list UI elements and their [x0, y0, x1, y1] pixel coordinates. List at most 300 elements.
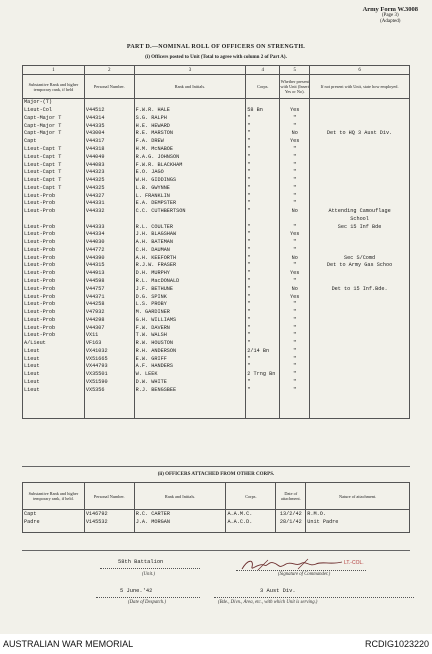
signature-line — [236, 570, 366, 571]
cell-date: 13/2/42 — [276, 510, 306, 519]
cell-rank: Lieut-Prob — [23, 332, 85, 340]
cell-employed: Det to 15 Inf.Bde. — [310, 285, 410, 293]
cell-present: " — [280, 340, 310, 348]
column-header-nature: Nature of attachment. — [306, 483, 410, 510]
cell-number: VX5356 — [84, 386, 134, 394]
cell-employed — [310, 301, 410, 309]
cell-corps: " — [246, 239, 280, 247]
cell-corps: " — [246, 301, 280, 309]
cell-rank: Lieut-Prob — [23, 309, 85, 317]
cell-rank: Lieut-Prob — [23, 192, 85, 200]
empty-cell — [134, 526, 226, 533]
cell-present: " — [280, 169, 310, 177]
cell-number: V44325 — [84, 177, 134, 185]
cell-name: C.H. DAUMAN — [134, 247, 246, 255]
section1-title: (i) Officers posted to Unit (Total to agree with column 2 of Part A). — [145, 55, 287, 60]
cell-employed — [310, 355, 410, 363]
cell-rank: Major-(T) — [23, 99, 85, 107]
cell-employed — [310, 309, 410, 317]
attached-row — [23, 518, 410, 526]
cell-rank: Lieut-Prob — [23, 293, 85, 301]
cell-name: L.S. PROBY — [134, 301, 246, 309]
officer-row — [23, 247, 410, 255]
cell-present: No — [280, 285, 310, 293]
cell-number: V44512 — [84, 107, 134, 115]
cell-rank: Lieut-Prob — [23, 223, 85, 231]
cell-corps: " — [246, 184, 280, 192]
form-number: Army Form W.3008 — [362, 6, 418, 13]
cell-employed — [310, 184, 410, 192]
cell-employed — [310, 192, 410, 200]
cell-rank: Lieut — [23, 386, 85, 394]
cell-corps: " — [246, 208, 280, 216]
cell-corps: " — [246, 254, 280, 262]
officer-row — [23, 169, 410, 177]
despatch-date: 5 June.'42 — [120, 588, 153, 594]
cell-rank: Lieut — [23, 363, 85, 371]
cell-employed — [310, 278, 410, 286]
cell-name: W. LEEK — [134, 371, 246, 379]
cell-rank: Lieut — [23, 348, 85, 356]
cell-rank: Lieut-Capt T — [23, 146, 85, 154]
cell-rank: Lieut-Prob — [23, 231, 85, 239]
cell-employed: Sec S/Comd — [310, 254, 410, 262]
cell-rank: Lieut-Prob — [23, 239, 85, 247]
cell-present: " — [280, 146, 310, 154]
officer-row — [23, 177, 410, 185]
cell-employed: Det to Army Gas Schoo — [310, 262, 410, 270]
table-bottom — [23, 526, 410, 533]
cell-rank: Lieut — [23, 379, 85, 387]
cell-corps: " — [246, 192, 280, 200]
cell-name: G.H. WILLIAMS — [134, 316, 246, 324]
officer-row — [23, 309, 410, 317]
column-header-corps: Corps. — [226, 483, 276, 510]
unit-line — [100, 568, 200, 569]
cell-present: " — [280, 177, 310, 185]
cell-name: D.W. WHITE — [134, 379, 246, 387]
cell-name: R.L. COULTER — [134, 223, 246, 231]
cell-number: V44307 — [84, 324, 134, 332]
cell-name: H.E. HEWARD — [134, 122, 246, 130]
cell-number: V44390 — [84, 254, 134, 262]
cell-present: " — [280, 200, 310, 208]
cell-name: R.L. MacDONALD — [134, 278, 246, 286]
form-reference — [363, 6, 418, 25]
cell-present: " — [280, 386, 310, 394]
column-number: 6 — [310, 66, 410, 75]
cell-corps: " — [246, 153, 280, 161]
officer-row — [23, 363, 410, 371]
despatch-caption: (Date of Despatch.) — [128, 600, 166, 605]
cell-name: H.M. McNABOE — [134, 146, 246, 154]
cell-present: Yes — [280, 231, 310, 239]
cell-number: V44030 — [84, 239, 134, 247]
unit-caption: (Unit.) — [142, 572, 155, 577]
archive-name: AUSTRALIAN WAR MEMORIAL — [3, 639, 134, 649]
column-header-number: Personal Number. — [84, 75, 134, 99]
formation-line — [214, 597, 414, 598]
cell-rank: Lieut-Prob — [23, 262, 85, 270]
column-header-name: Rank and Initials. — [134, 75, 246, 99]
cell-number: V44327 — [84, 192, 134, 200]
officer-row — [23, 386, 410, 394]
cell-employed — [310, 99, 410, 107]
cell-number: V44083 — [84, 161, 134, 169]
cell-rank: Lieut-Prob — [23, 324, 85, 332]
cell-corps: " — [246, 316, 280, 324]
officer-row — [23, 348, 410, 356]
cell-name: E.W. GRIFF — [134, 355, 246, 363]
officer-row — [23, 161, 410, 169]
section-divider — [22, 466, 410, 467]
empty-cell — [134, 394, 246, 419]
cell-name: R.A.G. JOHNSON — [134, 153, 246, 161]
column-header-employed: If not present with Unit, state how employed. — [310, 75, 410, 99]
column-number: 1 — [23, 66, 85, 75]
empty-cell — [23, 394, 85, 419]
cell-name: R.H. ANDERSON — [134, 348, 246, 356]
cell-name: A.H. BATEMAN — [134, 239, 246, 247]
cell-employed — [310, 153, 410, 161]
cell-number: V47932 — [84, 309, 134, 317]
cell-number: V44318 — [84, 146, 134, 154]
cell-rank: Capt — [23, 510, 85, 519]
officer-row — [23, 122, 410, 130]
officer-row — [23, 153, 410, 161]
cell-nature: Unit Padre — [306, 518, 410, 526]
cell-corps: " — [246, 340, 280, 348]
cell-corps: " — [246, 386, 280, 394]
officer-row — [23, 138, 410, 146]
officer-row — [23, 301, 410, 309]
officer-row — [23, 270, 410, 278]
cell-rank: Capt-Major T — [23, 130, 85, 138]
section2-title: (ii) OFFICERS ATTACHED FROM OTHER CORPS. — [157, 472, 275, 477]
cell-employed: School — [310, 215, 410, 223]
cell-present: Yes — [280, 107, 310, 115]
cell-present: " — [280, 262, 310, 270]
cell-number: V44371 — [84, 293, 134, 301]
cell-corps: " — [246, 169, 280, 177]
cell-corps: " — [246, 363, 280, 371]
cell-number: VX44793 — [84, 363, 134, 371]
cell-employed — [310, 324, 410, 332]
cell-employed — [310, 200, 410, 208]
cell-name: R.C. CARTER — [134, 510, 226, 519]
column-number: 4 — [246, 66, 280, 75]
cell-present — [280, 215, 310, 223]
cell-present: Yes — [280, 293, 310, 301]
cell-rank: Capt — [23, 138, 85, 146]
empty-cell — [276, 526, 306, 533]
officer-row — [23, 355, 410, 363]
attached-officers-table — [22, 482, 410, 533]
officer-row — [23, 254, 410, 262]
officer-rows — [23, 99, 410, 419]
cell-rank: Lieut-Capt T — [23, 177, 85, 185]
officer-row — [23, 379, 410, 387]
cell-number: V44333 — [84, 223, 134, 231]
cell-rank: A/Lieut — [23, 340, 85, 348]
cell-name: A.F. HANDERS — [134, 363, 246, 371]
cell-employed — [310, 231, 410, 239]
cell-number: V44772 — [84, 247, 134, 255]
cell-name: D.H. MURPHY — [134, 270, 246, 278]
cell-present: " — [280, 371, 310, 379]
cell-name: E.A. DEMPSTER — [134, 200, 246, 208]
cell-corps: " — [246, 309, 280, 317]
form-page-number: (Page 3) — [381, 13, 399, 18]
cell-rank: Padre — [23, 518, 85, 526]
officer-row — [23, 316, 410, 324]
cell-corps: " — [246, 130, 280, 138]
cell-number: V145532 — [84, 518, 134, 526]
cell-present: No — [280, 130, 310, 138]
cell-rank: Lieut-Prob — [23, 285, 85, 293]
cell-employed — [310, 107, 410, 115]
officer-row — [23, 262, 410, 270]
cell-present: " — [280, 379, 310, 387]
cell-name: J.H. BLAGSHAW — [134, 231, 246, 239]
cell-corps: " — [246, 262, 280, 270]
cell-name: J.F. BETHUNE — [134, 285, 246, 293]
cell-employed — [310, 177, 410, 185]
officer-row — [23, 192, 410, 200]
cell-corps: " — [246, 223, 280, 231]
cell-number: V44757 — [84, 285, 134, 293]
cell-present: " — [280, 153, 310, 161]
cell-number: V43004 — [84, 130, 134, 138]
cell-number: V44298 — [84, 316, 134, 324]
cell-date: 28/1/42 — [276, 518, 306, 526]
cell-rank: Lieut-Prob — [23, 247, 85, 255]
cell-number: V146792 — [84, 510, 134, 519]
cell-corps: " — [246, 247, 280, 255]
officer-row — [23, 293, 410, 301]
cell-number: V44323 — [84, 169, 134, 177]
cell-corps: 58 Bn — [246, 107, 280, 115]
officer-row — [23, 146, 410, 154]
cell-number: VX35501 — [84, 371, 134, 379]
cell-number: V44317 — [84, 138, 134, 146]
part-d-title: PART D.—NOMINAL ROLL OF OFFICERS ON STRENGTH. — [126, 44, 306, 50]
cell-corps: " — [246, 278, 280, 286]
cell-name: F.W. DAVERN — [134, 324, 246, 332]
officer-row — [23, 115, 410, 123]
officer-row — [23, 371, 410, 379]
cell-name — [134, 99, 246, 107]
cell-rank: Lieut-Capt T — [23, 169, 85, 177]
cell-employed — [310, 270, 410, 278]
cell-name: F.W.R. BLACKHAM — [134, 161, 246, 169]
cell-present: " — [280, 332, 310, 340]
signature-caption: (Signature of Commander.) — [278, 572, 331, 577]
cell-rank: Lieut-Prob — [23, 316, 85, 324]
attached-row — [23, 510, 410, 519]
cell-number: V44258 — [84, 301, 134, 309]
rank-stamp: LT.-COL. — [344, 560, 364, 566]
cell-employed — [310, 371, 410, 379]
officer-row — [23, 278, 410, 286]
column-header-date: Date of attachment. — [276, 483, 306, 510]
officer-row — [23, 285, 410, 293]
cell-rank: Lieut-Prob — [23, 270, 85, 278]
cell-present: " — [280, 184, 310, 192]
officer-row — [23, 223, 410, 231]
cell-present: Yes — [280, 138, 310, 146]
formation-caption: (Bde., Divn., Area, etc., with which Unit is serving.) — [218, 600, 318, 605]
cell-name: F.W.R. HALE — [134, 107, 246, 115]
cell-corps: " — [246, 293, 280, 301]
cell-corps — [246, 99, 280, 107]
cell-employed — [310, 247, 410, 255]
cell-corps: " — [246, 138, 280, 146]
cell-number: V44325 — [84, 184, 134, 192]
cell-rank: Lieut-Prob — [23, 301, 85, 309]
cell-present: " — [280, 247, 310, 255]
cell-present: " — [280, 316, 310, 324]
archive-footer — [0, 634, 432, 654]
cell-name: M. GARDINER — [134, 309, 246, 317]
column-headers — [23, 75, 410, 99]
cell-employed — [310, 379, 410, 387]
cell-name: L. FRANKLIN — [134, 192, 246, 200]
cell-rank — [23, 215, 85, 223]
formation-value: 3 Aust Div. — [260, 588, 296, 594]
cell-employed — [310, 348, 410, 356]
cell-present: " — [280, 324, 310, 332]
attached-column-headers — [23, 483, 410, 510]
cell-rank: Lieut-Prob — [23, 208, 85, 216]
form-adapted: (Adapted) — [380, 19, 401, 24]
cell-name: S.G. RALPH — [134, 115, 246, 123]
cell-corps: " — [246, 122, 280, 130]
cell-present: " — [280, 348, 310, 356]
cell-employed — [310, 293, 410, 301]
cell-present — [280, 99, 310, 107]
cell-corps — [246, 215, 280, 223]
cell-rank: Lieut-Prob — [23, 200, 85, 208]
cell-name: W.H. GIDDINGS — [134, 177, 246, 185]
cell-name: F.A. DREW — [134, 138, 246, 146]
cell-employed: Sec 15 Inf Bde — [310, 223, 410, 231]
cell-name: R.E. MARSTON — [134, 130, 246, 138]
officer-row — [23, 231, 410, 239]
table-bottom — [23, 394, 410, 419]
empty-cell — [84, 526, 134, 533]
column-header-corps: Corps. — [246, 75, 280, 99]
cell-number: V44334 — [84, 231, 134, 239]
cell-rank: Capt-Major T — [23, 115, 85, 123]
cell-corps: " — [246, 146, 280, 154]
cell-rank: Lieut-Capt T — [23, 161, 85, 169]
cell-present: " — [280, 363, 310, 371]
cell-name: D.G. SPINK — [134, 293, 246, 301]
despatch-line — [96, 597, 200, 598]
cell-corps: 2 Trng Bn — [246, 371, 280, 379]
cell-nature: R.M.O. — [306, 510, 410, 519]
cell-rank: Lieut — [23, 355, 85, 363]
cell-number: VX11 — [84, 332, 134, 340]
cell-name — [134, 215, 246, 223]
column-number: 2 — [84, 66, 134, 75]
cell-name: R.J.W. FRASER — [134, 262, 246, 270]
empty-cell — [226, 526, 276, 533]
cell-number: V44332 — [84, 208, 134, 216]
cell-employed — [310, 115, 410, 123]
cell-name: C.C. CUTHBERTSON — [134, 208, 246, 216]
cell-present: " — [280, 223, 310, 231]
cell-corps: " — [246, 379, 280, 387]
cell-present: " — [280, 355, 310, 363]
cell-number — [84, 99, 134, 107]
cell-number: V44331 — [84, 200, 134, 208]
archive-reference: RCDIG1023220 — [364, 639, 429, 649]
cell-employed — [310, 138, 410, 146]
empty-cell — [310, 394, 410, 419]
column-header-number: Personal Number. — [84, 483, 134, 510]
officer-row — [23, 99, 410, 107]
cell-corps: " — [246, 177, 280, 185]
cell-name: E.O. JAGO — [134, 169, 246, 177]
cell-number: V44314 — [84, 115, 134, 123]
cell-corps: " — [246, 285, 280, 293]
attached-rows — [23, 510, 410, 533]
cell-employed — [310, 161, 410, 169]
cell-name: J.A. MORGAN — [134, 518, 226, 526]
officer-row — [23, 130, 410, 138]
cell-number: V44335 — [84, 122, 134, 130]
officer-row — [23, 107, 410, 115]
cell-corps: " — [246, 161, 280, 169]
column-header-rank: Substantive Rank and higher temporary rank, if held — [23, 75, 85, 99]
cell-employed — [310, 316, 410, 324]
cell-employed — [310, 332, 410, 340]
cell-employed — [310, 340, 410, 348]
cell-employed — [310, 122, 410, 130]
cell-rank: Lieut-Capt T — [23, 153, 85, 161]
officer-row — [23, 184, 410, 192]
cell-corps: " — [246, 231, 280, 239]
column-number: 5 — [280, 66, 310, 75]
empty-cell — [84, 394, 134, 419]
cell-number: V44049 — [84, 153, 134, 161]
cell-number: VF163 — [84, 340, 134, 348]
column-header-rank: Substantive Rank and higher temporary rank, if held. — [23, 483, 85, 510]
empty-cell — [23, 526, 85, 533]
officer-row — [23, 215, 410, 223]
cell-employed — [310, 146, 410, 154]
cell-rank: Lieut-Prob — [23, 254, 85, 262]
cell-present: " — [280, 301, 310, 309]
cell-employed: Det to HQ 3 Aust Div. — [310, 130, 410, 138]
officer-row — [23, 208, 410, 216]
cell-rank: Lieut-Capt T — [23, 184, 85, 192]
cell-rank: Lieut — [23, 371, 85, 379]
cell-corps: 2/14 Bn — [246, 348, 280, 356]
cell-number — [84, 215, 134, 223]
column-header-present: Whether present with Unit (Insert Yes or No). — [280, 75, 310, 99]
cell-corps: A.A.M.C. — [226, 510, 276, 519]
cell-employed — [310, 169, 410, 177]
cell-present: No — [280, 208, 310, 216]
cell-number: V44598 — [84, 278, 134, 286]
cell-corps: " — [246, 355, 280, 363]
empty-cell — [306, 526, 410, 533]
cell-present: " — [280, 115, 310, 123]
cell-corps: A.A.C.D. — [226, 518, 276, 526]
